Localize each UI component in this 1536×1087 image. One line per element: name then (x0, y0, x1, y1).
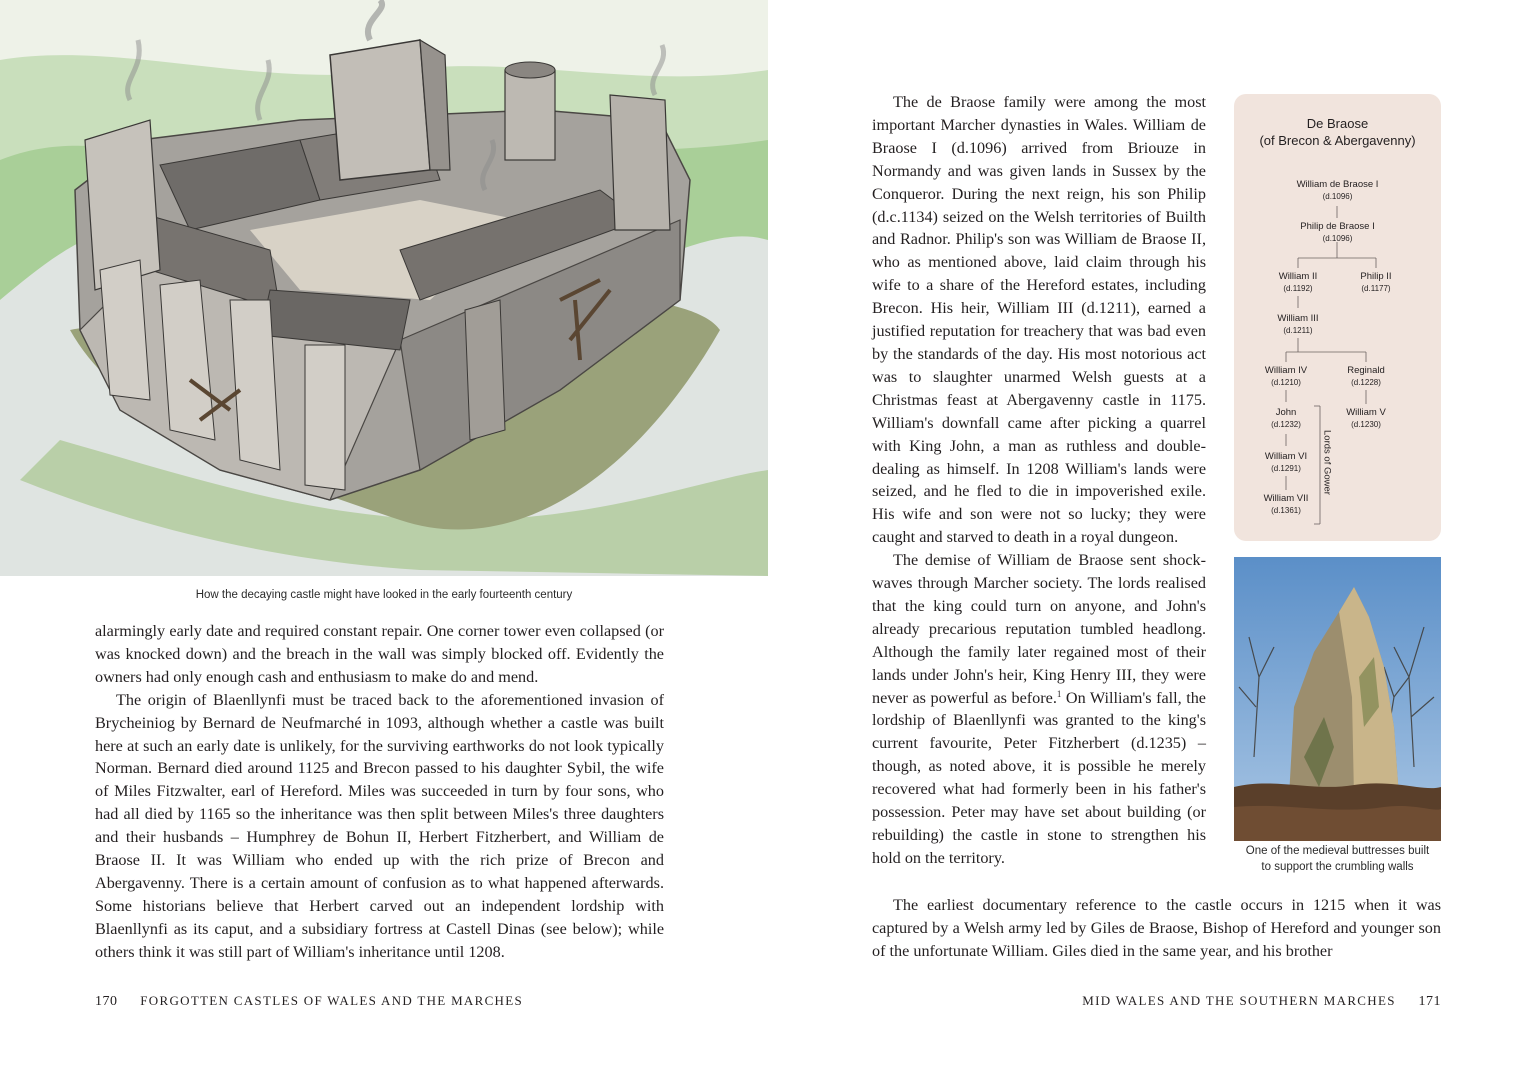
node-date: (d.1232) (1271, 420, 1301, 429)
tree-node (1331, 364, 1401, 388)
right-bottom-text (872, 894, 1441, 963)
node-name: William de Braose I (1296, 179, 1379, 190)
illustration-caption: How the decaying castle might have looked in the early fourteenth century (195, 589, 573, 601)
node-date: (d.1177) (1361, 284, 1391, 293)
right-body-text (872, 91, 1206, 870)
lords-of-gower-label: Lords of Gower (1321, 430, 1333, 495)
page-number: 170 (95, 994, 118, 1009)
right-page (768, 0, 1536, 1087)
node-date: (d.1361) (1271, 506, 1301, 515)
paragraph: alarmingly early date and required constant repair. One corner tower even collapsed (or was knocked down) and the breach in the wall was simply blocked off. Evidently the owners had only enough cash and enthusiasm to make do and mend. (95, 622, 664, 686)
paragraph-text: On William's fall, the lordship of Blaenllynfi was granted to the king's current favourite, Peter Fitzherbert (d.1235) – though, as noted above, it is possible he merely recovered what had formerly been in his father's possession. Peter may have set about building (or rebuilding) the castle in stone to strengthen his hold on the territory. (872, 688, 1206, 867)
castle-illustration (0, 0, 768, 576)
node-name: William III (1277, 313, 1319, 324)
node-name: Reginald (1347, 365, 1385, 376)
tree-node (1246, 450, 1326, 474)
node-date: (d.1291) (1271, 464, 1301, 473)
left-body-text (95, 620, 664, 964)
node-name: William IV (1264, 365, 1308, 376)
left-running-head (95, 993, 523, 1010)
node-date: (d.1192) (1283, 284, 1313, 293)
tree-node (1246, 492, 1326, 516)
tree-node (1274, 220, 1401, 244)
family-tree-box (1234, 94, 1441, 541)
node-name: William V (1346, 407, 1386, 418)
page-number: 171 (1418, 994, 1441, 1009)
node-name: John (1275, 407, 1297, 418)
tree-title-line: (of Brecon & Abergavenny) (1259, 133, 1416, 148)
paragraph (872, 549, 1206, 870)
node-date: (d.1211) (1283, 326, 1313, 335)
buttress-photo (1234, 557, 1441, 841)
node-date: (d.1228) (1351, 378, 1381, 387)
paragraph-text: The demise of William de Braose sent shock-waves through Marcher society. The lords realised that the king could turn on anyone, and John's already precarious reputation tumbled headlong. Although the family later regained most of their lands under John's heir, King Henry III, they were never as powerful as before. (872, 551, 1206, 707)
tree-node (1258, 270, 1338, 294)
node-name: Philip II (1360, 271, 1392, 282)
tree-node (1274, 178, 1401, 202)
node-date: (d.1096) (1322, 234, 1353, 243)
photo-caption (1224, 843, 1451, 875)
paragraph: The de Braose family were among the most important Marcher dynasties in Wales. William de Braose I (d.1096) arrived from Briouze in Normandy and was given lands in Sussex by the Conqueror. During the next reign, his son Philip (d.c.1134) seized on the Welsh territories of Builth and Radnor. Philip's son was William de Braose II, who as mentioned above, laid claim through his wife to a share of the Hereford estates, including Brecon. His heir, William III (d.1211), earned a justified reputation for treachery that was bad even by the standards of the day. His most notorious act was to slaughter unarmed Welsh guests at a Christmas feast at Abergavenny castle in 1175. William's downfall came after picking a quarrel with King John, a man as ruthless and double-dealing as himself. In 1208 William's lands were seized, and he fled to die in impoverished exile. His wife and son were not so lucky; they were caught and starved to death in a royal dungeon. (872, 93, 1206, 547)
tree-node (1331, 406, 1401, 430)
footnote-mark: 1 (1056, 688, 1062, 699)
section-title: MID WALES AND THE SOUTHERN MARCHES (1082, 993, 1396, 1008)
book-title: FORGOTTEN CASTLES OF WALES AND THE MARCHES (140, 993, 524, 1008)
node-name: William II (1278, 271, 1318, 282)
paragraph: The origin of Blaenllynfi must be traced back to the aforementioned invasion of Brycheiniog by Bernard de Neufmarché in 1093, although whether a castle was built here at such an early date is unlikely, for the surviving earthworks do not look typically Norman. Bernard died around 1125 and Brecon passed to his daughter Sybil, the wife of Miles Fitzwalter, earl of Hereford. Miles was succeeded in turn by four sons, who had all died by 1165 so the inheritance was then split between Miles's three daughters and their husbands – Humphrey de Bohun II, Herbert Fitzherbert, and William de Braose II. It was William who ended up with the rich prize of Brecon and Abergavenny. There is a certain amount of confusion as to what happened afterwards. Some historians believe that Herbert carved out an independent lordship with Blaenllynfi as its caput, and a subsidiary fortress at Castell Dinas (see below); while others think it was still part of William's inheritance until 1208. (95, 690, 664, 961)
node-date: (d.1230) (1351, 420, 1381, 429)
node-name: William VII (1263, 493, 1309, 504)
node-date: (d.1210) (1271, 378, 1301, 387)
right-running-head (1082, 993, 1441, 1010)
tree-node (1246, 364, 1326, 388)
tree-title-line: De Braose (1306, 116, 1369, 131)
node-name: William VI (1264, 451, 1308, 462)
tree-node (1341, 270, 1411, 294)
node-date: (d.1096) (1322, 192, 1353, 201)
tree-node (1246, 406, 1326, 430)
photo-caption-line: One of the medieval buttresses built (1245, 845, 1430, 857)
node-name: Philip de Braose I (1300, 221, 1375, 232)
photo-caption-line: to support the crumbling walls (1261, 861, 1414, 873)
tree-node (1258, 312, 1338, 336)
tree-title (1234, 115, 1441, 149)
paragraph: The earliest documentary reference to the castle occurs in 1215 when it was captured by a Welsh army led by Giles de Braose, Bishop of Hereford and younger son of the unfortunate William. Giles died in the same year, and his brother (872, 896, 1441, 960)
